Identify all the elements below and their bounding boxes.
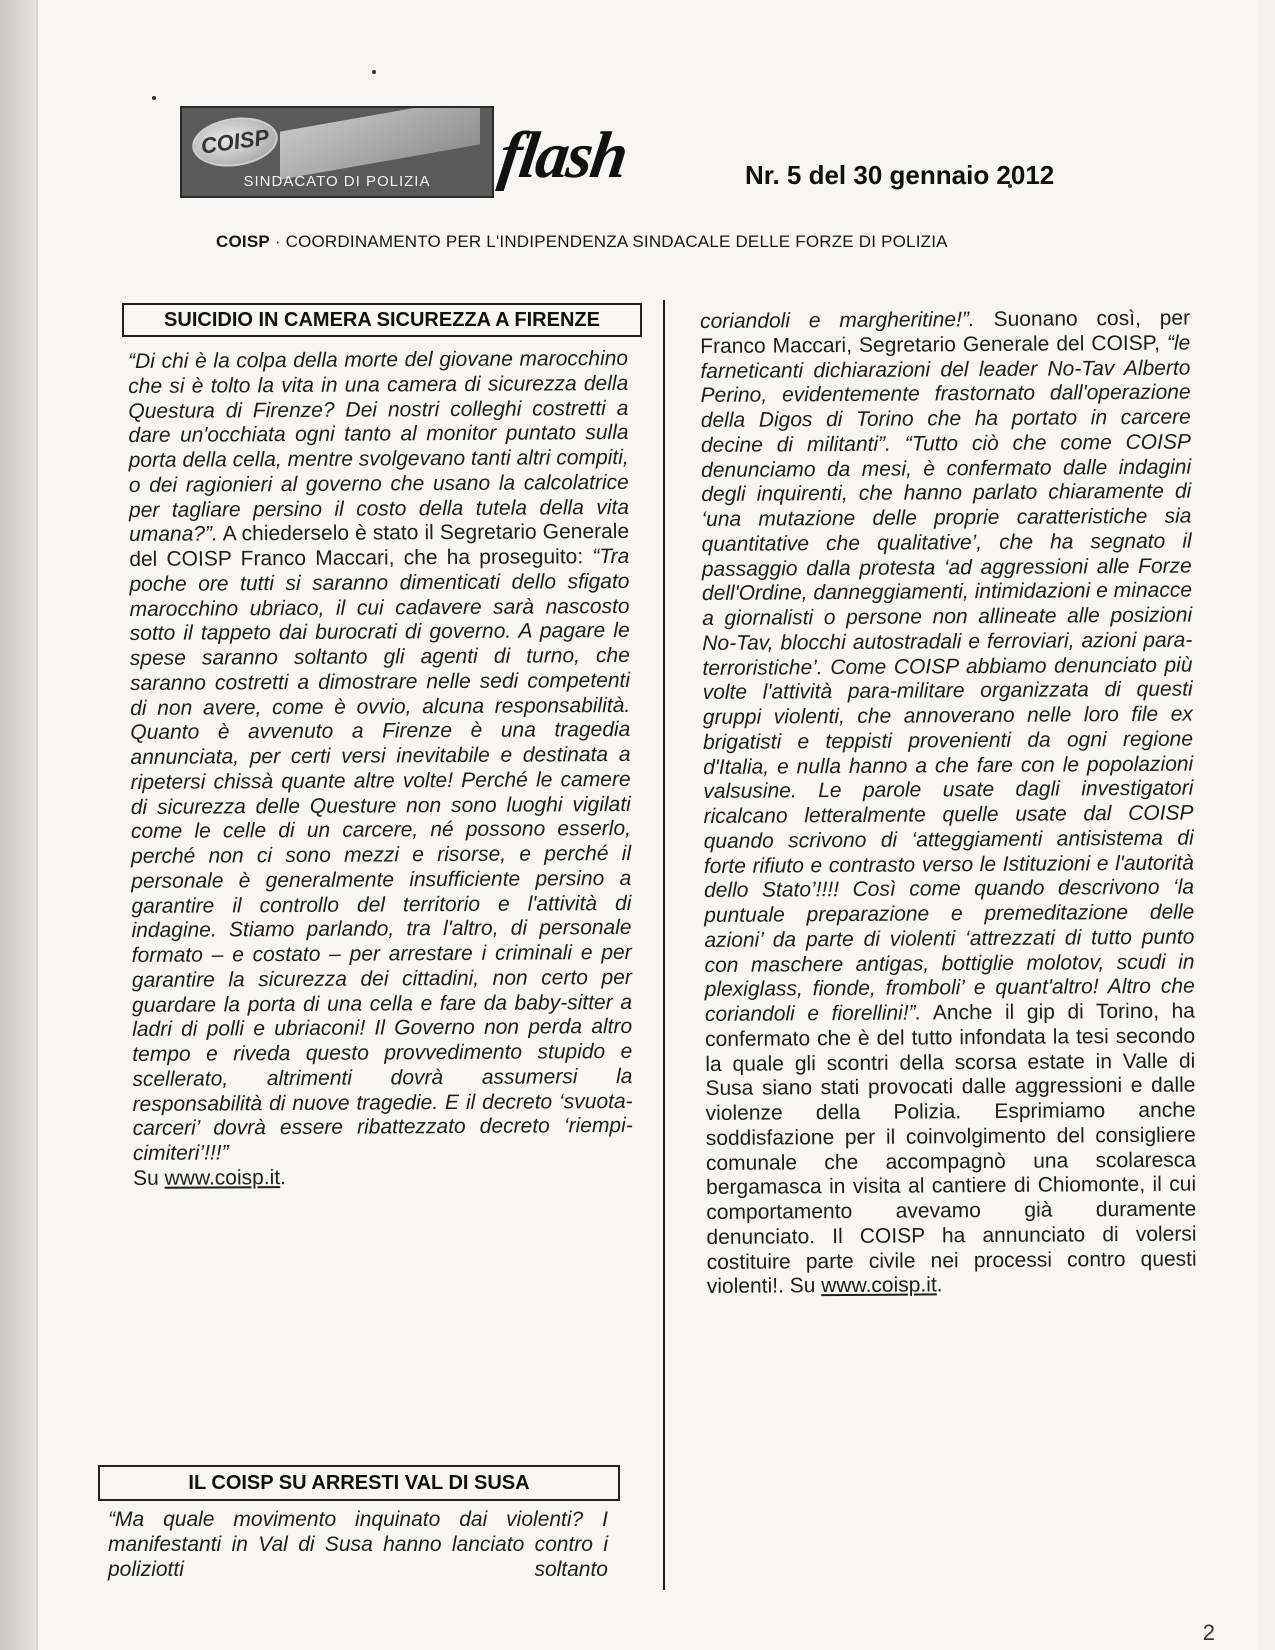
logo-tagline: SINDACATO DI POLIZIA [243, 173, 431, 190]
article2-link-prefix: Su [783, 1274, 822, 1298]
subtitle-full-name: · COORDINAMENTO PER L'INDIPENDENZA SINDACALE DELLE FORZE DI POLIZIA [269, 232, 948, 251]
logo-emblem: COISP [189, 112, 281, 172]
article2-cont-quote: coriandoli e margheritine!”. [700, 308, 975, 333]
coisp-logo [180, 106, 494, 198]
page-number: 2 [1202, 1620, 1215, 1645]
article1-website-link[interactable]: www.coisp.it [164, 1165, 281, 1190]
column-divider [663, 300, 665, 1590]
article2-continuation [700, 307, 1197, 1300]
issue-number: Nr. 5 del 30 gennaio 2012 [745, 160, 1055, 190]
article1-link-prefix: Su [132, 1166, 165, 1190]
article1-intro: A chiederselo è stato il Segretario Generale del COISP Franco Maccari, che ha proseguito: [129, 520, 630, 571]
article2-heading: IL COISP SU ARRESTI VAL DI SUSA [98, 1465, 620, 1501]
article2-website-link[interactable]: www.coisp.it [821, 1273, 937, 1298]
article1-link-suffix: . [280, 1165, 287, 1189]
scan-speck [372, 70, 376, 74]
article2-lead [108, 1508, 608, 1582]
article2-cont-closing: Anche il gip di Torino, ha confermato che è del tutto infondata la tesi secondo la quale gli scontri della scorsa estate in Valle di Susa siano stati provocati dalle aggressioni e dalle violenze della Polizia. Esprimiamo anche soddisfazione per il coinvolgimento del consigliere comunale che accompagnò una scolaresca bergamasca in visita al cantiere di Chiomonte, il cui comportamento avevamo già duramente denunciato. Il COISP ha annunciato di volersi costituire parte civile nei processi contro questi violenti!. [705, 999, 1197, 1299]
scan-edge [0, 0, 38, 1650]
organization-subtitle [216, 232, 1116, 252]
article1-body [128, 347, 633, 1192]
article1-heading: SUICIDIO IN CAMERA SICUREZZA A FIRENZE [122, 303, 642, 337]
article2-cont-statement: “le farneticanti dichiarazioni del leader No-Tav Alberto Perino, evidentemente frastornato dall'operazione della Digos di Torino che ha portato in carcere decine di militanti”. “Tutto ciò che come COISP denunciamo da mesi, è confermato dalle indagini degli inquirenti, che hanno parlato chiaramente di ‘una mutazione delle proprie caratteristiche sia quantitative che qualitative’, che ha segnato il passaggio dalla protesta ‘ad aggressioni alle Forze dell'Ordine, danneggiamenti, intimidazioni e minacce a giornalisti o persone non allineate alle posizioni No-Tav, blocchi autostradali e ferroviari, azioni para-terroristiche’. Come COISP abbiamo denunciato più volte l'attività para-militare organizzata di questi gruppi violenti, che annoverano nelle loro file ex brigatisti e teppisti provenienti da ogni regione d'Italia, e nulla hanno a che fare con le popolazioni valsusine. Le parole usate dagli investigatori ricalcano letteralmente quelle usate dal COISP quando scrivono di ‘atteggiamenti antisistema di forte rifiuto e contrasto verso le Istituzioni e l'autorità dello Stato’!!!! Così come quando descrivono ‘la puntuale preparazione e premeditazione delle azioni’ da parte di violenti ‘attrezzati di tutto punto con maschere antigas, bottiglie molotov, scudi in plexiglass, fionde, fromboli’ e quant'altro! Altro che coriandoli e fiorellini!”. [700, 331, 1195, 1026]
article2-lead-quote: “Ma quale movimento inquinato dai violenti? I manifestanti in Val di Susa hanno lanciato contro i poliziotti soltanto [108, 1508, 608, 1581]
article1-quote: “Di chi è la colpa della morte del giovane marocchino che si è tolto la vita in una camera di sicurezza della Questura di Firenze? Dei nostri colleghi costretti a dare un'occhiata ogni tanto al monitor puntato sulla porta della cella, mentre svolgevano tanti altri compiti, o dei ragionieri al governo che usano la calcolatrice per tagliare persino il costo della tutela della vita umana?”. [128, 346, 630, 547]
scan-speck [152, 96, 156, 100]
newsletter-title: flash [494, 119, 631, 192]
article1-statement: “Tra poche ore tutti si saranno dimenticati dello sfigato marocchino ubriaco, il cui cadavere sarà nascosto sotto il tappeto dai burocrati di governo. A pagare le spese saranno soltanto gli agenti di turno, che saranno costretti a dimostrare nelle sedi competenti di non avere, come è ovvio, alcuna responsabilità. Quanto è avvenuto a Firenze è una tragedia annunciata, per certi versi inevitabile e destinata a ripetersi chissà quante altre volte! Perché le camere di sicurezza delle Questure non sono luoghi vigilati come le celle di un carcere, né possono esserlo, perché non ci sono mezzi e risorse, e perché il personale è generalmente insufficiente persino a garantire il controllo del territorio e l'attività di indagine. Stiamo parlando, tra l'altro, di personale formato – e costato – per arrestare i criminali e per garantire la sicurezza dei cittadini, non certo per guardare la porta di una cella e fare da baby-sitter a ladri di polli e ubriaconi! Il Governo non perda altro tempo e riveda questo provvedimento stupido e scellerato, altrimenti dovrà assumersi la responsabilità di nuove tragedie. E il decreto ‘svuota-carceri’ dovrà essere ribattezzato decreto ‘riempi-cimiteri’!!!” [129, 544, 633, 1165]
subtitle-acronym: COISP [216, 232, 270, 251]
article2-cont-attribution: Suonano così, per Franco Maccari, Segretario Generale del COISP, [700, 306, 1191, 358]
article2-link-suffix: . [936, 1273, 943, 1297]
logo-flag-graphic [280, 106, 480, 180]
